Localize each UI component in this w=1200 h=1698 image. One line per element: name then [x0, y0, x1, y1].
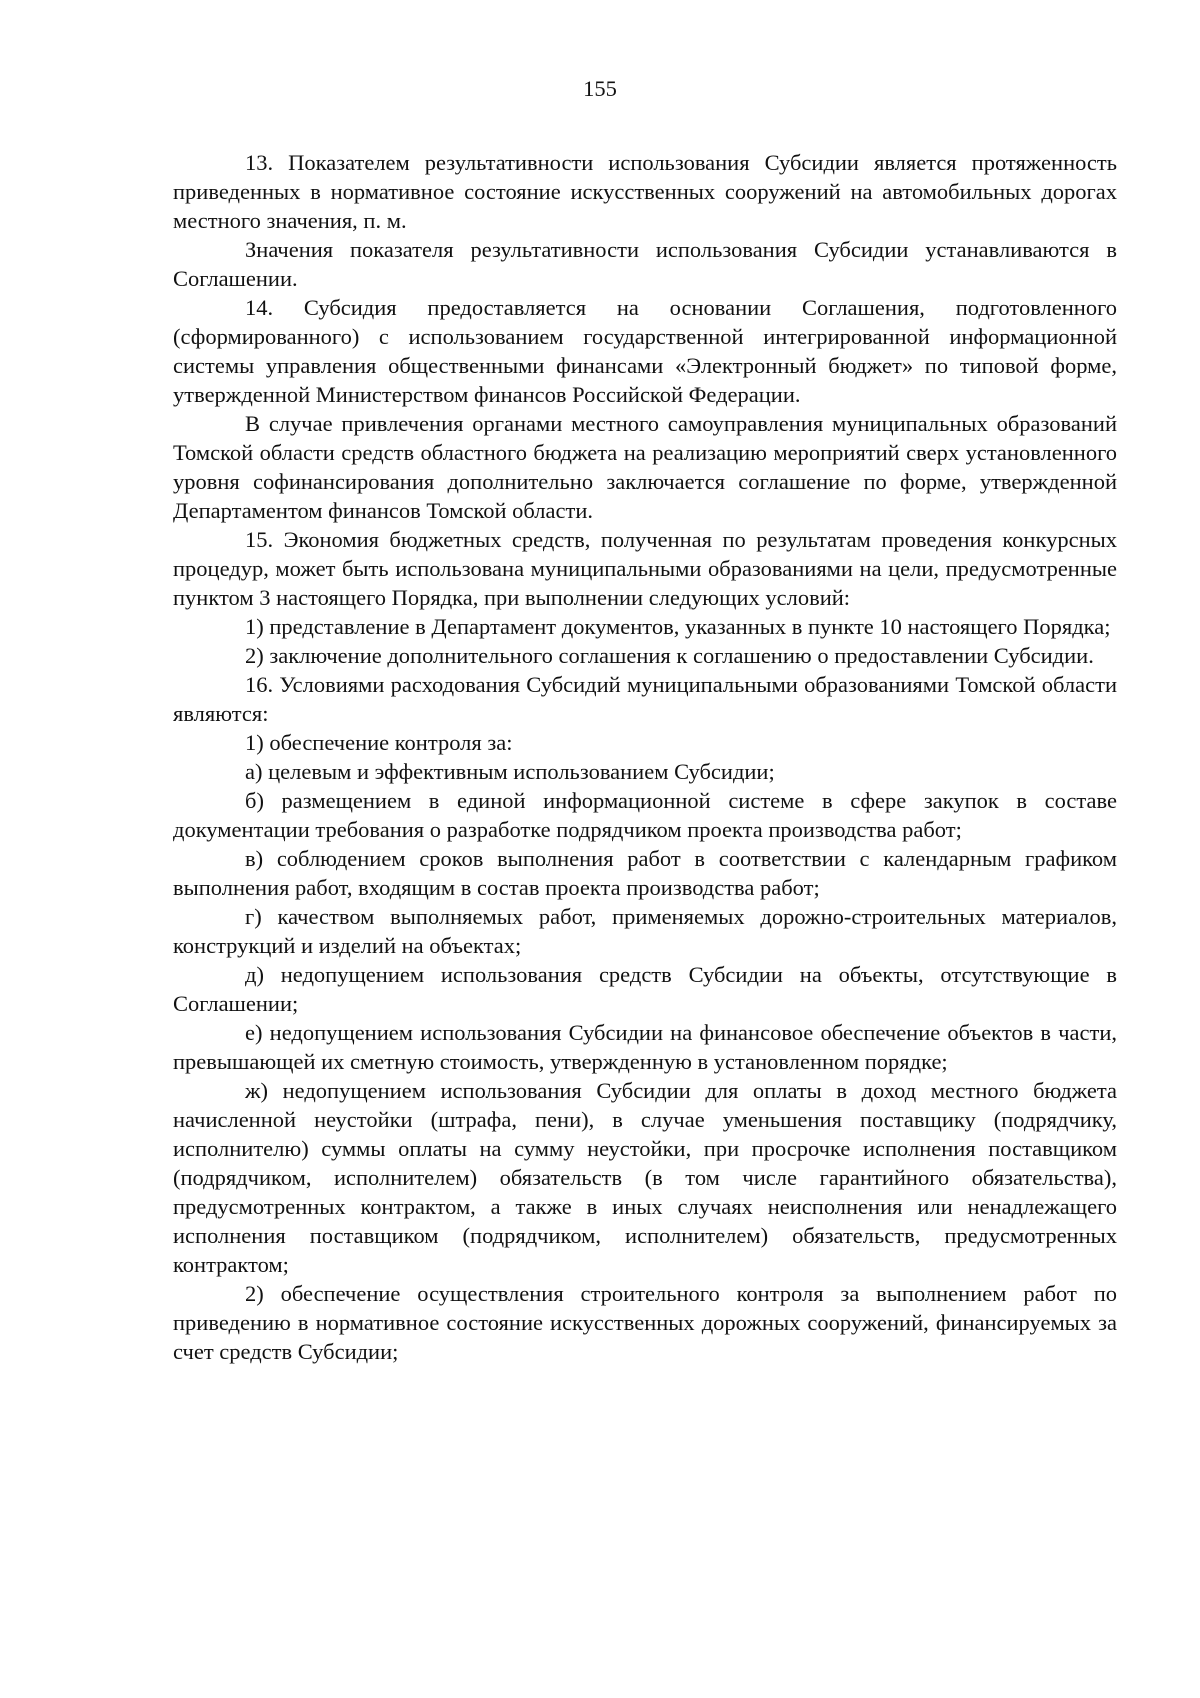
- paragraph-16-item-1g: г) качеством выполняемых работ, применяемых дорожно-строительных материалов, конструкций и изделий на объектах;: [173, 904, 1117, 958]
- paragraph-14: 14. Субсидия предоставляется на основании Соглашения, подготовленного (сформированного) с использованием государственной интегрированной информационной системы управления общественными финансами «Электронный бюджет» по типовой форме, утвержденной Министерством финансов Российской Федерации.: [173, 295, 1117, 407]
- paragraph-16-item-2: 2) обеспечение осуществления строительного контроля за выполнением работ по приведению в нормативное состояние искусственных дорожных сооружений, финансируемых за счет средств Субсидии;: [173, 1281, 1117, 1364]
- page-number: 155: [583, 76, 617, 101]
- paragraph-16-item-1e: е) недопущением использования Субсидии на финансовое обеспечение объектов в части, превышающей их сметную стоимость, утвержденную в установленном порядке;: [173, 1020, 1117, 1074]
- paragraph-16-item-1: 1) обеспечение контроля за:: [245, 730, 513, 755]
- paragraph-16-item-1d: д) недопущением использования средств Субсидии на объекты, отсутствующие в Соглашении;: [173, 962, 1117, 1016]
- document-body: [173, 148, 1117, 1366]
- paragraph-15-item-1: 1) представление в Департамент документов, указанных в пункте 10 настоящего Порядка;: [245, 614, 1111, 639]
- paragraph-13: 13. Показателем результативности использования Субсидии является протяженность приведенных в нормативное состояние искусственных сооружений на автомобильных дорогах местного значения, п. м.: [173, 150, 1117, 233]
- paragraph-15: 15. Экономия бюджетных средств, полученная по результатам проведения конкурсных процедур, может быть использована муниципальными образованиями на цели, предусмотренные пунктом 3 настоящего Порядка, при выполнении следующих условий:: [173, 527, 1117, 610]
- paragraph-16: 16. Условиями расходования Субсидий муниципальными образованиями Томской области являются:: [173, 672, 1117, 726]
- paragraph-14-additional: В случае привлечения органами местного самоуправления муниципальных образований Томской области средств областного бюджета на реализацию мероприятий сверх установленного уровня софинансирования дополнительно заключается соглашение по форме, утвержденной Департаментом финансов Томской области.: [173, 411, 1117, 523]
- paragraph-16-item-1v: в) соблюдением сроков выполнения работ в соответствии с календарным графиком выполнения работ, входящим в состав проекта производства работ;: [173, 846, 1117, 900]
- paragraph-16-item-1zh: ж) недопущением использования Субсидии для оплаты в доход местного бюджета начисленной неустойки (штрафа, пени), в случае уменьшения поставщику (подрядчику, исполнителю) суммы оплаты на сумму неустойки, при просрочке исполнения поставщиком (подрядчиком, исполнителем) обязательств (в том числе гарантийного обязательства), предусмотренных контрактом, а также в иных случаях неисполнения или ненадлежащего исполнения поставщиком (подрядчиком, исполнителем) обязательств, предусмотренных контрактом;: [173, 1078, 1117, 1277]
- paragraph-16-item-1b: б) размещением в единой информационной системе в сфере закупок в составе документации требования о разработке подрядчиком проекта производства работ;: [173, 788, 1117, 842]
- paragraph-15-item-2: 2) заключение дополнительного соглашения к соглашению о предоставлении Субсидии.: [245, 643, 1094, 668]
- paragraph-16-item-1a: а) целевым и эффективным использованием Субсидии;: [245, 759, 775, 784]
- paragraph-13-values: Значения показателя результативности использования Субсидии устанавливаются в Соглашении.: [173, 237, 1117, 291]
